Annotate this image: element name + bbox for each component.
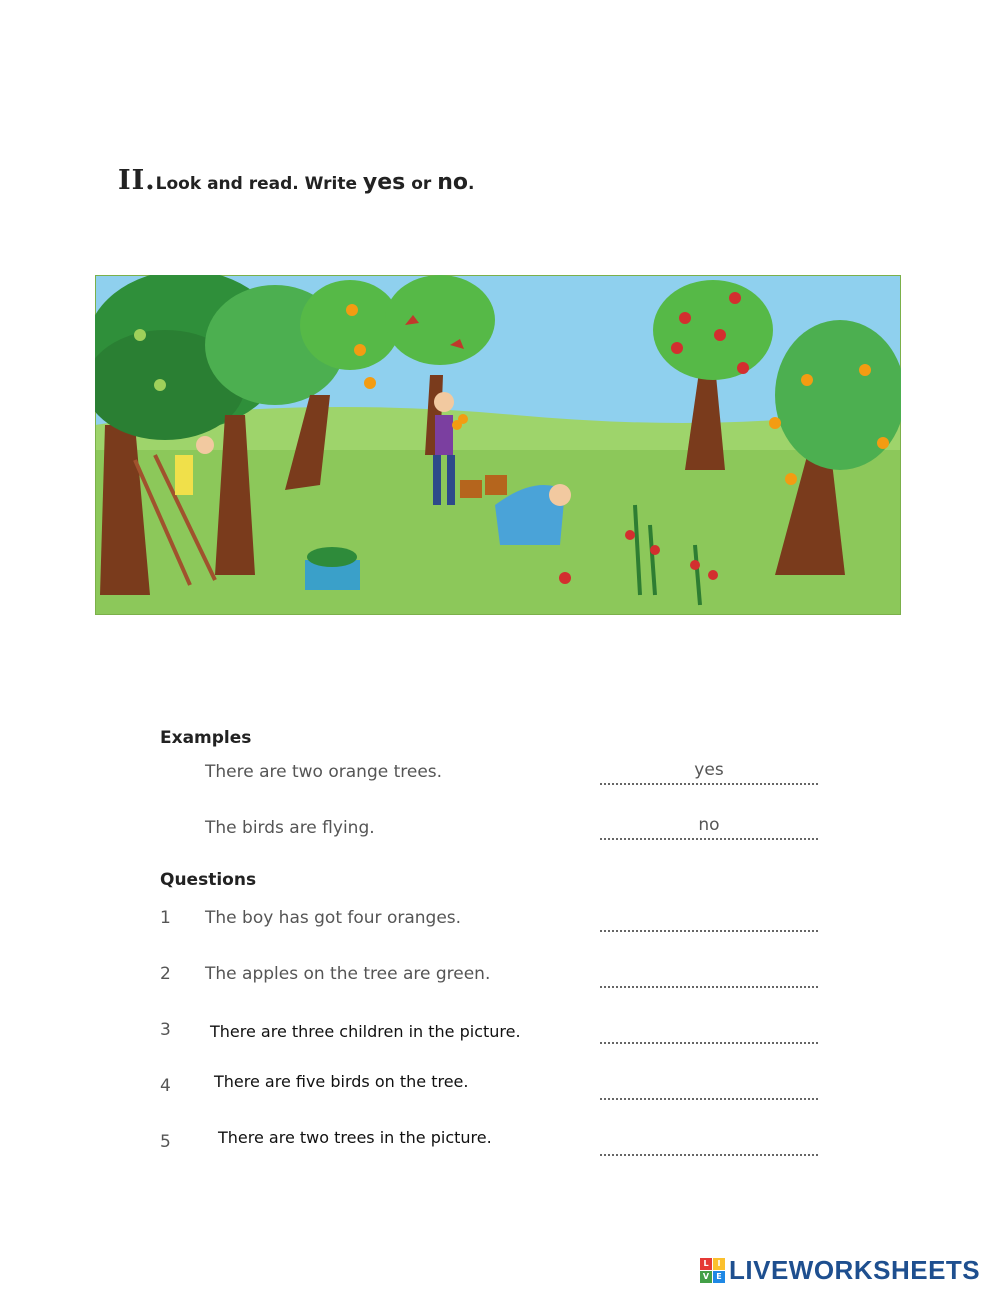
example-1-text: There are two orange trees. (205, 762, 443, 782)
instruction-end: . (467, 174, 475, 194)
apple-tree-crown (653, 280, 773, 380)
example-1-answer: yes (694, 760, 724, 780)
examples-title: Examples (160, 728, 252, 748)
instruction-no: no (437, 170, 468, 195)
question-5-text: There are two trees in the picture. (218, 1128, 492, 1147)
question-3-text: There are three children in the picture. (210, 1022, 521, 1041)
question-2-answer-input[interactable] (600, 962, 822, 986)
question-5-number: 5 (160, 1132, 171, 1152)
question-5-line (600, 1154, 818, 1156)
instruction-text: Look and read. Write (155, 174, 363, 194)
instruction-or: or (405, 174, 438, 194)
logo-icon (700, 1258, 725, 1283)
question-4-text: There are five birds on the tree. (214, 1072, 469, 1091)
example-2-line (600, 838, 818, 840)
example-2-text: The birds are flying. (205, 818, 375, 838)
question-1-line (600, 930, 818, 932)
orchard-illustration (95, 275, 901, 615)
logo-letter-l: L (700, 1258, 712, 1270)
ground (95, 450, 901, 615)
question-4-line (600, 1098, 818, 1100)
question-5-answer-input[interactable] (600, 1130, 822, 1154)
girl-on-ladder (175, 455, 193, 495)
question-2-number: 2 (160, 964, 171, 984)
logo-wordmark: LIVEWORKSHEETS (729, 1255, 981, 1285)
bird-tree-crown (385, 275, 495, 365)
example-1-line (600, 783, 818, 785)
logo-letter-i: I (713, 1258, 725, 1270)
question-2-line (600, 986, 818, 988)
question-1-number: 1 (160, 908, 171, 928)
question-3-answer-input[interactable] (600, 1018, 822, 1042)
question-4-number: 4 (160, 1076, 171, 1096)
logo-letter-e: E (713, 1271, 725, 1283)
question-1-answer-input[interactable] (600, 906, 822, 930)
exercise-heading (118, 165, 474, 196)
liveworksheets-logo (700, 1255, 980, 1286)
logo-letter-v: V (700, 1271, 712, 1283)
pear-3 (154, 379, 166, 391)
pear-1 (134, 329, 146, 341)
instruction-yes: yes (362, 170, 406, 195)
example-2-answer: no (698, 815, 720, 835)
question-4-answer-input[interactable] (600, 1074, 822, 1098)
question-1-text: The boy has got four oranges. (205, 908, 462, 928)
section-number: II. (118, 165, 156, 196)
question-3-number: 3 (160, 1020, 171, 1040)
question-2-text: The apples on the tree are green. (205, 964, 491, 984)
question-3-line (600, 1042, 818, 1044)
boy (435, 415, 453, 455)
questions-title: Questions (160, 870, 257, 890)
orange-tree-crown (300, 280, 400, 370)
